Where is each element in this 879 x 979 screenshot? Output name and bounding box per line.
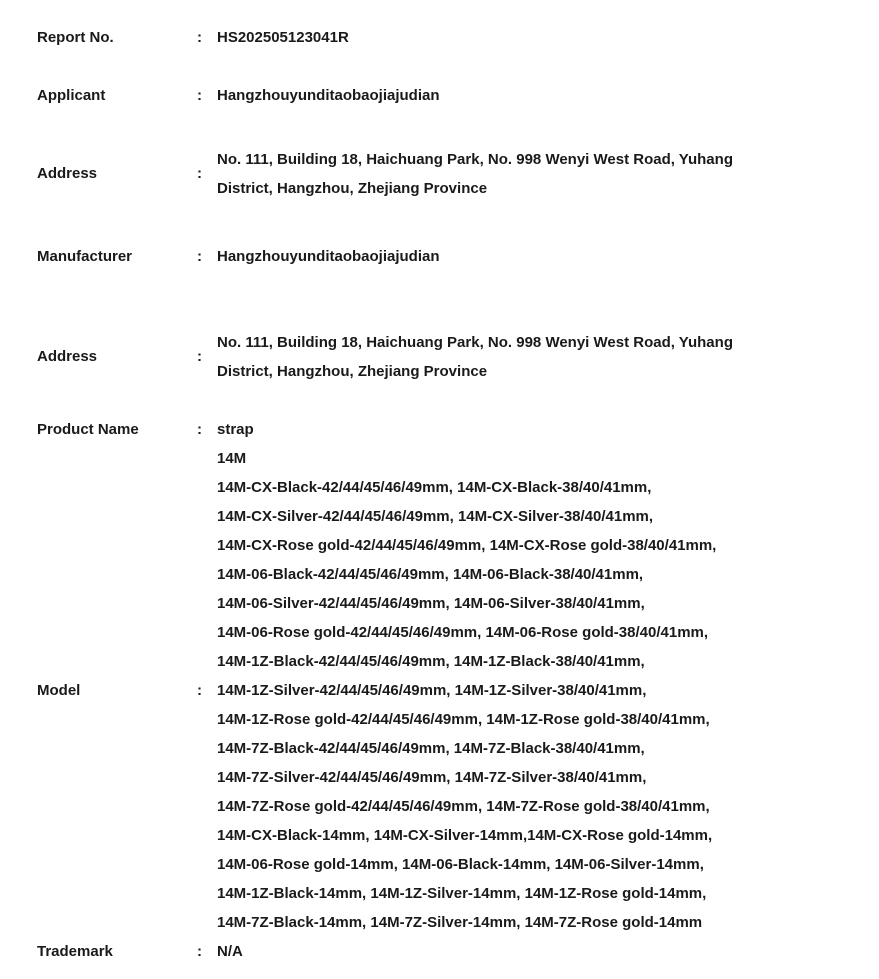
value-line: District, Hangzhou, Zhejiang Province [217,363,488,380]
field-value [217,23,849,52]
colon-separator: : [197,942,202,960]
colon-separator: : [197,86,202,104]
field-row-applicant-address [37,145,849,203]
value-line: 14M-7Z-Black-14mm, 14M-7Z-Silver-14mm, 14M-7Z-Rose gold-14mm [217,914,703,931]
value-line: 14M-CX-Silver-42/44/45/46/49mm, 14M-CX-Silver-38/40/41mm, [217,508,654,525]
value-line: 14M-CX-Black-42/44/45/46/49mm, 14M-CX-Black-38/40/41mm, [217,479,652,496]
field-label: Address [37,348,98,365]
value-line: 14M-7Z-Silver-42/44/45/46/49mm, 14M-7Z-Silver-38/40/41mm, [217,769,647,786]
value-line: strap [217,421,254,438]
value-line: 14M-06-Rose gold-42/44/45/46/49mm, 14M-06-Rose gold-38/40/41mm, [217,624,709,641]
colon-separator: : [197,28,202,46]
value-line: 14M [217,450,247,467]
field-label: Applicant [37,86,106,104]
colon-separator: : [197,348,202,365]
field-value [217,328,849,386]
value-line: No. 111, Building 18, Haichuang Park, No. 998 Wenyi West Road, Yuhang [217,151,733,168]
field-row-manufacturer-address [37,328,849,386]
value-line: Hangzhouyunditaobaojiajudian [217,87,440,104]
value-line: 14M-1Z-Black-42/44/45/46/49mm, 14M-1Z-Black-38/40/41mm, [217,653,645,670]
value-line: 14M-1Z-Silver-42/44/45/46/49mm, 14M-1Z-Silver-38/40/41mm, [217,682,647,699]
value-line: 14M-7Z-Rose gold-42/44/45/46/49mm, 14M-7Z-Rose gold-38/40/41mm, [217,798,710,815]
value-line: 14M-1Z-Rose gold-42/44/45/46/49mm, 14M-1Z-Rose gold-38/40/41mm, [217,711,710,728]
value-line: 14M-06-Black-42/44/45/46/49mm, 14M-06-Black-38/40/41mm, [217,566,644,583]
field-label: Trademark [37,942,113,960]
value-line: 14M-06-Silver-42/44/45/46/49mm, 14M-06-Silver-38/40/41mm, [217,595,645,612]
value-line: 14M-7Z-Black-42/44/45/46/49mm, 14M-7Z-Black-38/40/41mm, [217,740,645,757]
colon-separator: : [197,247,202,265]
field-label: Product Name [37,420,139,438]
value-line: HS202505123041R [217,29,349,46]
field-row-product-name [37,415,849,444]
colon-separator: : [197,165,202,182]
field-value [217,415,849,444]
field-value [217,242,849,271]
field-label: Model [37,681,81,699]
field-row-model [37,444,849,937]
value-line: Hangzhouyunditaobaojiajudian [217,248,440,265]
field-label: Report No. [37,28,114,46]
field-value [217,145,849,203]
field-row-trademark [37,937,849,966]
field-value [217,444,849,937]
value-line: No. 111, Building 18, Haichuang Park, No. 998 Wenyi West Road, Yuhang [217,334,733,351]
field-value [217,937,849,966]
value-line: 14M-CX-Rose gold-42/44/45/46/49mm, 14M-CX-Rose gold-38/40/41mm, [217,537,717,554]
colon-separator: : [197,420,202,438]
value-line: N/A [217,943,243,960]
value-line: 14M-CX-Black-14mm, 14M-CX-Silver-14mm,14M-CX-Rose gold-14mm, [217,827,713,844]
field-row-manufacturer [37,242,849,271]
colon-separator: : [197,681,202,699]
value-line: District, Hangzhou, Zhejiang Province [217,180,488,197]
value-line: 14M-1Z-Black-14mm, 14M-1Z-Silver-14mm, 14M-1Z-Rose gold-14mm, [217,885,707,902]
value-line: 14M-06-Rose gold-14mm, 14M-06-Black-14mm, 14M-06-Silver-14mm, [217,856,704,873]
field-label: Manufacturer [37,247,133,265]
field-label: Address [37,165,98,182]
field-row-applicant [37,81,849,110]
field-row-report-no [37,23,849,52]
field-value [217,81,849,110]
